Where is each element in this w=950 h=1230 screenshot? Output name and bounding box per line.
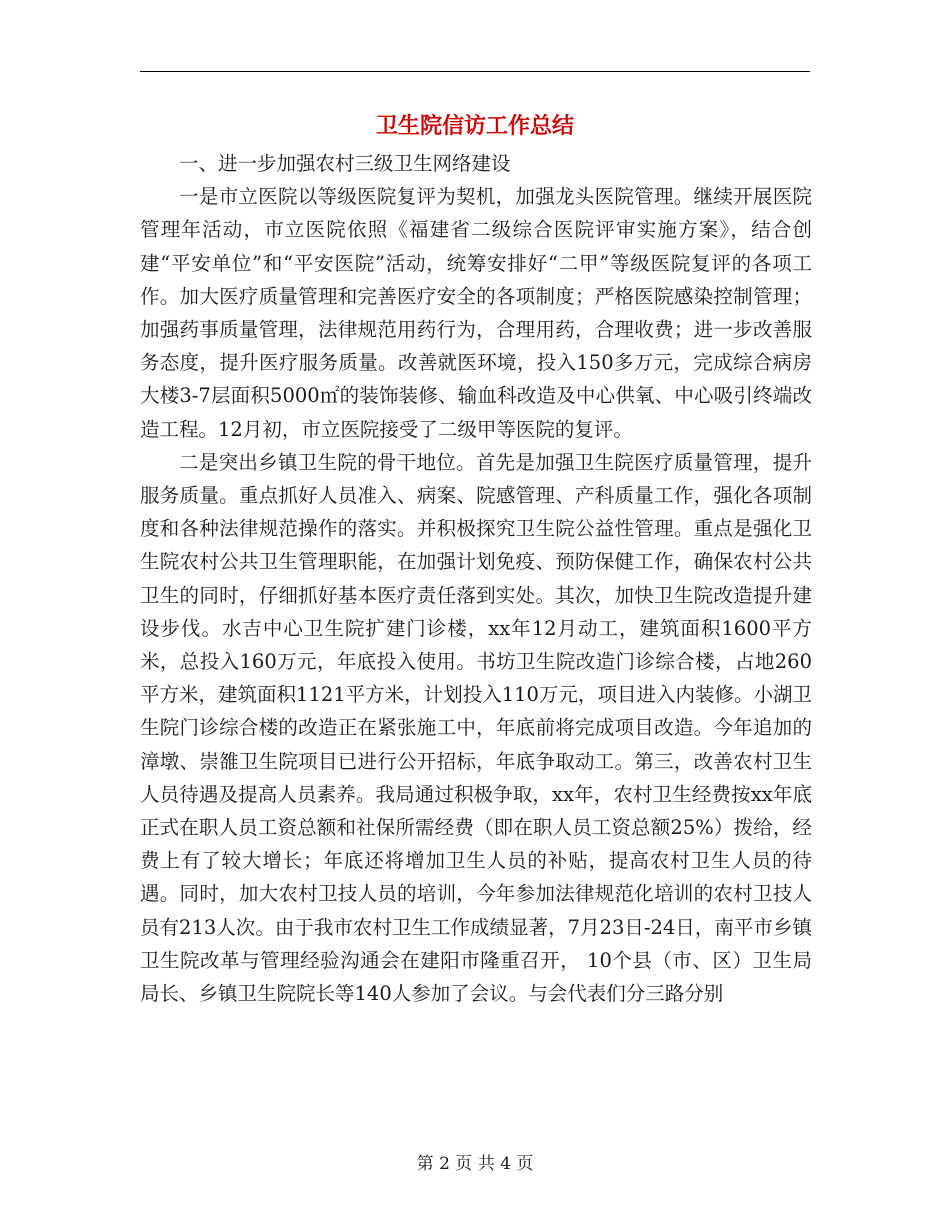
document-body (140, 147, 812, 1010)
document-title: 卫生院信访工作总结 (375, 113, 574, 139)
paragraph-2: 二是突出乡镇卫生院的骨干地位。首先是加强卫生院医疗质量管理，提升服务质量。重点抓好人员准入、病案、院感管理、产科质量工作，强化各项制度和各种法律规范操作的落实。并积极探究卫生院公益性管理。重点是强化卫生院农村公共卫生管理职能，在加强计划免疫、预防保健工作，确保农村公共卫生的同时，仔细抓好基本医疗责任落到实处。其次，加快卫生院改造提升建设步伐。水吉中心卫生院扩建门诊楼，xx年12月动工，建筑面积1600平方米，总投入160万元，年底投入使用。书坊卫生院改造门诊综合楼，占地260平方米，建筑面积1121平方米，计划投入110万元，项目进入内装修。小湖卫生院门诊综合楼的改造正在紧张施工中，年底前将完成项目改造。今年追加的漳墩、崇雒卫生院项目已进行公开招标，年底争取动工。第三，改善农村卫生人员待遇及提高人员素养。我局通过积极争取，xx年，农村卫生经费按xx年底正式在职人员工资总额和社保所需经费（即在职人员工资总额25%）拨给，经费上有了较大增长；年底还将增加卫生人员的补贴，提高农村卫生人员的待遇。同时，加大农村卫技人员的培训，今年参加法律规范化培训的农村卫技人员有213人次。由于我市农村卫生工作成绩显著，7月23日-24日，南平市乡镇卫生院改革与管理经验沟通会在建阳市隆重召开， 10个县（市、区）卫生局局长、乡镇卫生院院长等140人参加了会议。与会代表们分三路分别 (140, 450, 812, 1006)
page-footer: 第 2 页 共 4 页 (416, 1154, 534, 1174)
header-rule (140, 71, 810, 72)
paragraph-1: 一是市立医院以等级医院复评为契机，加强龙头医院管理。继续开展医院管理年活动，市立医院依照《福建省二级综合医院评审实施方案》，结合创建“平安单位”和“平安医院”活动，统筹安排好“二甲”等级医院复评的各项工作。加大医疗质量管理和完善医疗安全的各项制度；严格医院感染控制管理；加强药事质量管理，法律规范用药行为，合理用药，合理收费；进一步改善服务态度，提升医疗服务质量。改善就医环境，投入150多万元，完成综合病房大楼3-7层面积5000㎡的装饰装修、输血科改造及中心供氧、中心吸引终端改造工程。12月初，市立医院接受了二级甲等医院的复评。 (140, 185, 812, 441)
section-heading: 一、进一步加强农村三级卫生网络建设 (179, 152, 511, 175)
